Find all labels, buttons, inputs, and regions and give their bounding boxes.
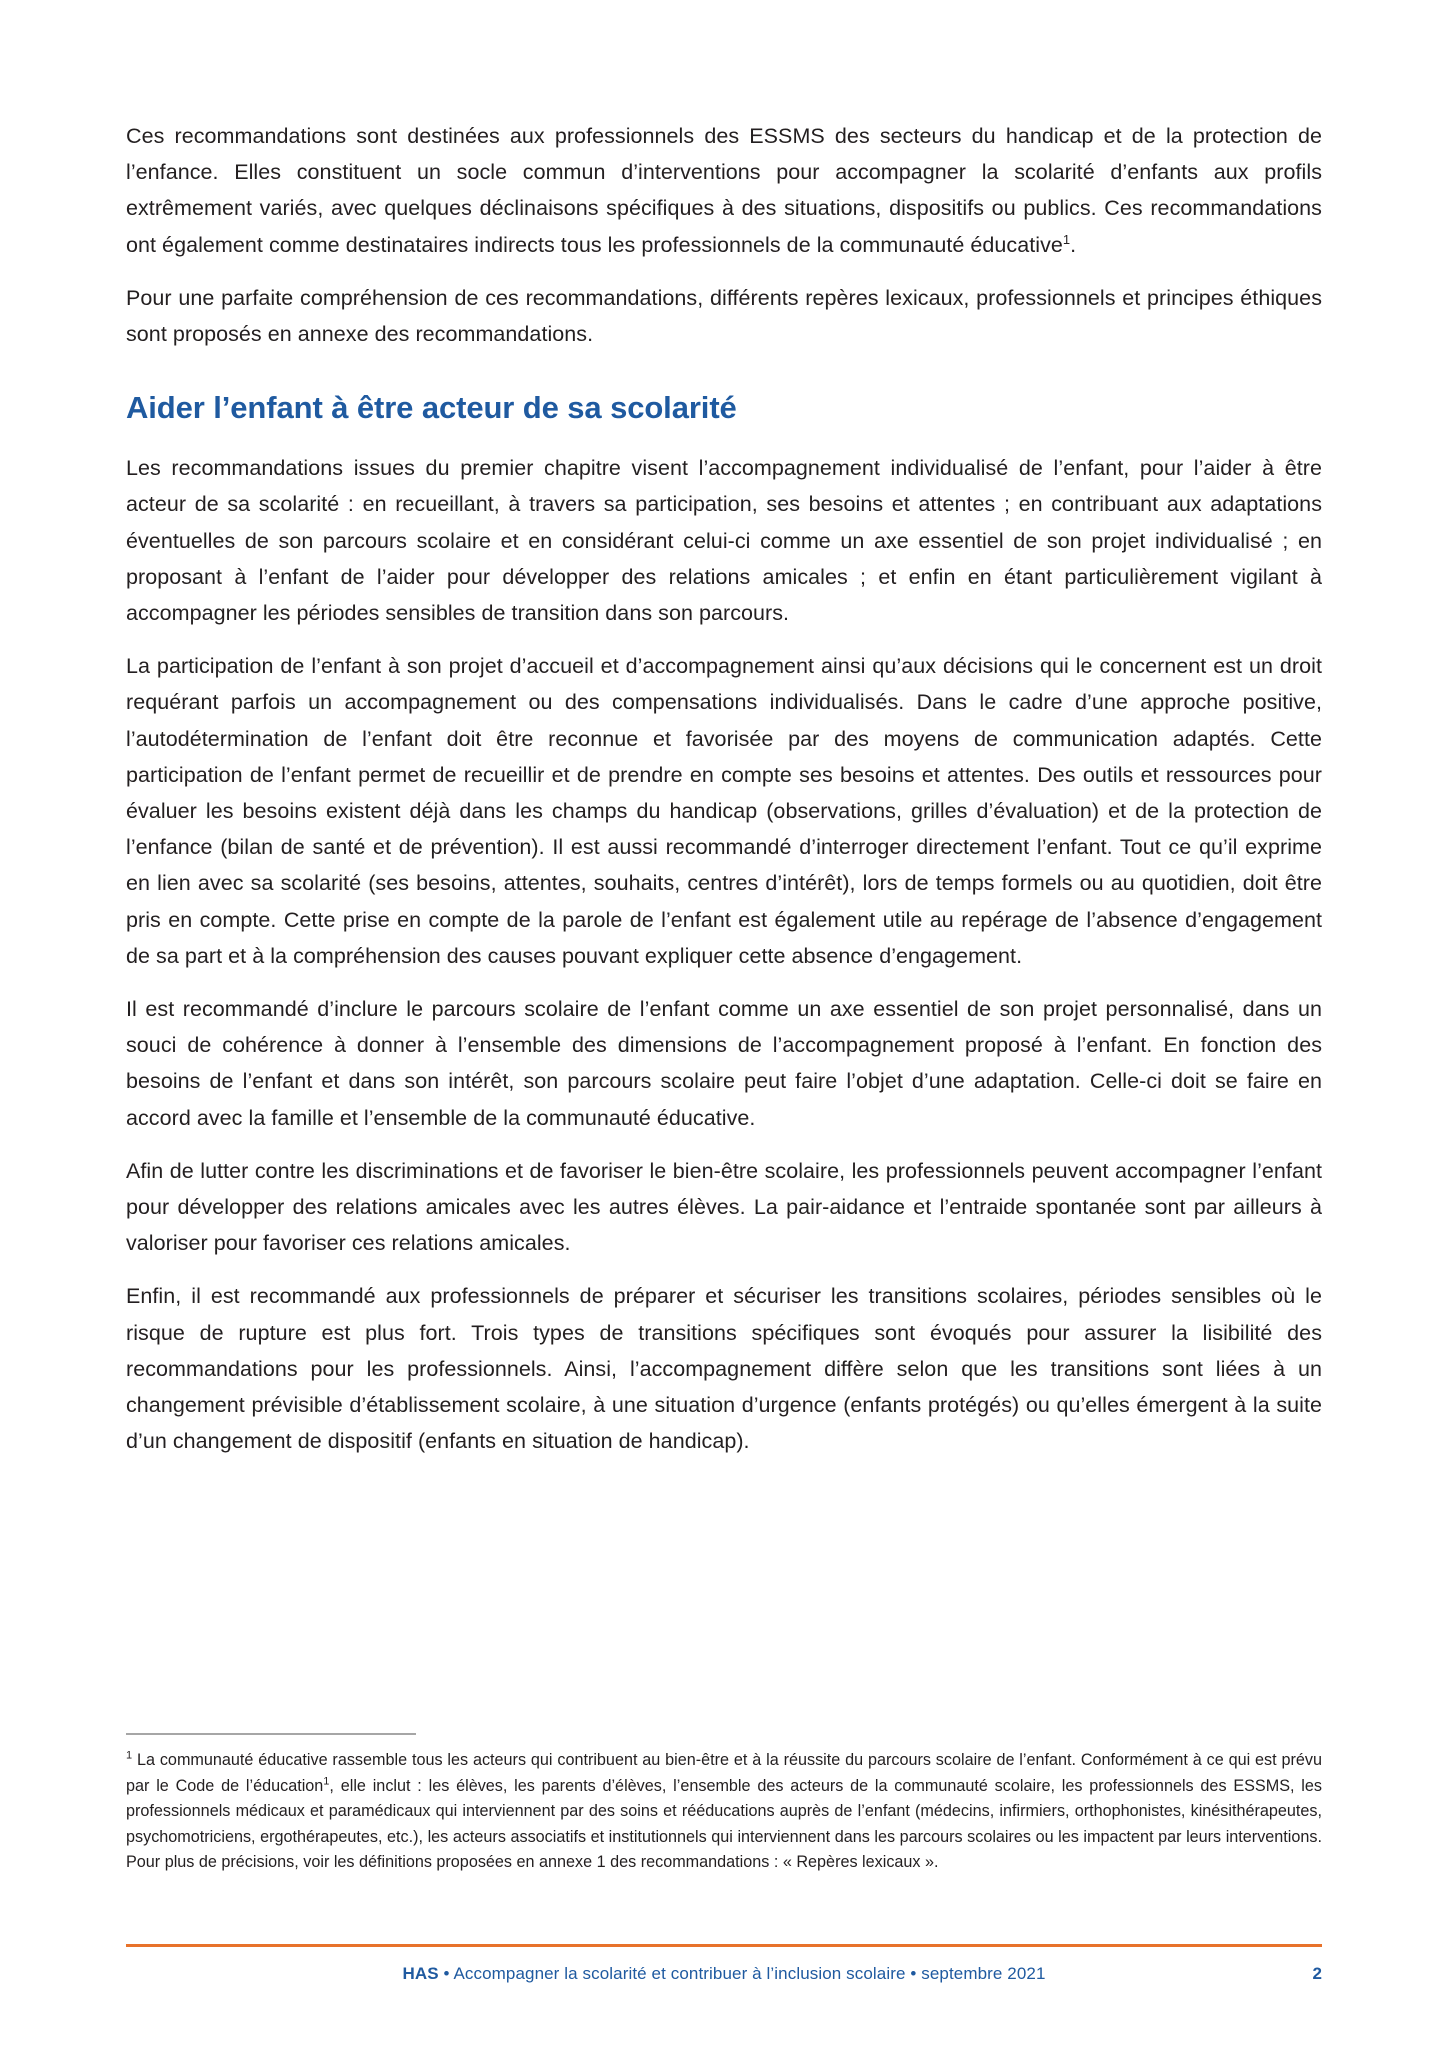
- section-paragraph-1: Les recommandations issues du premier chapitre visent l’accompagnement individualisé de l’enfant, pour l’aider à être acteur de sa scolarité : en recueillant, à travers sa participation, ses besoins et attentes ; en contribuant aux adaptations éventuelles de son parcours scolaire et en considérant celui-ci comme un axe essentiel de son projet individualisé ; en proposant à l’enfant de l’aider pour développer des relations amicales ; et enfin en étant particulièrement vigilant à accompagner les périodes sensibles de transition dans son parcours.: [126, 456, 1322, 626]
- section-paragraph-2: La participation de l’enfant à son projet d’accueil et d’accompagnement ainsi qu’aux décisions qui le concernent est un droit requérant parfois un accompagnement ou des compensations individualisés. Dans le cadre d’une approche positive, l’autodétermination de l’enfant doit être reconnue et favorisée par des moyens de communication adaptés. Cette participation de l’enfant permet de recueillir et de prendre en compte ses besoins et attentes. Des outils et ressources pour évaluer les besoins existent déjà dans les champs du handicap (observations, grilles d’évaluation) et de la protection de l’enfance (bilan de santé et de prévention). Il est aussi recommandé d’interroger directement l’enfant. Tout ce qu’il exprime en lien avec sa scolarité (ses besoins, attentes, souhaits, centres d’intérêt), lors de temps formels ou au quotidien, doit être pris en compte. Cette prise en compte de la parole de l’enfant est également utile au repérage de l’absence d’engagement de sa part et à la compréhension des causes pouvant expliquer cette absence d’engagement.: [126, 654, 1322, 968]
- footer-separator-1: •: [438, 1964, 454, 1983]
- footnote-text-part-1: La communauté éducative rassemble tous les acteurs qui contribuent au bien-être et à la réussite du parcours scolaire de l’enfant. Conformément à ce qui est prévu par le Code de l’éducation: [126, 1751, 1322, 1795]
- footnote-1: [126, 1748, 1322, 1876]
- footnote-text-part-2: , elle inclut : les élèves, les parents d’élèves, l’ensemble des acteurs de la communauté scolaire, les professionnels des ESSMS, les professionnels médicaux et paramédicaux qui interviennent par des soins et rééducations auprès de l’enfant (médecins, infirmiers, orthophonistes, kinésithérapeutes, psychomotriciens, ergothérapeutes, etc.), les acteurs associatifs et institutionnels qui interviennent dans les parcours scolaires ou les impactent par leurs interventions. Pour plus de précisions, voir les définitions proposées en annexe 1 des recommandations : « Repères lexicaux ».: [126, 1776, 1322, 1872]
- footnote-block: [126, 1733, 1322, 1876]
- footnote-reference-marker[interactable]: 1: [1062, 231, 1071, 247]
- footer-title: Accompagner la scolarité et contribuer à l’inclusion scolaire: [453, 1964, 906, 1983]
- section-paragraph-3: Il est recommandé d’inclure le parcours scolaire de l’enfant comme un axe essentiel de son projet personnalisé, dans un souci de cohérence à donner à l’ensemble des dimensions de l’accompagnement proposé à l’enfant. En fonction des besoins de l’enfant et dans son intérêt, son parcours scolaire peut faire l’objet d’une adaptation. Celle-ci doit se faire en accord avec la famille et l’ensemble de la communauté éducative.: [126, 997, 1322, 1130]
- footnote-number: 1: [126, 1749, 133, 1762]
- section-heading: Aider l’enfant à être acteur de sa scolarité: [126, 390, 737, 426]
- intro-paragraph-1-text: Ces recommandations sont destinées aux professionnels des ESSMS des secteurs du handicap et de la protection de l’enfance. Elles constituent un socle commun d’interventions pour accompagner la scolarité d’enfants aux profils extrêmement variés, avec quelques déclinaisons spécifiques à des situations, dispositifs ou publics. Ces recommandations ont également comme destinataires indirects tous les professionnels de la communauté éducative: [126, 124, 1322, 257]
- section-paragraph-5: Enfin, il est recommandé aux professionnels de préparer et sécuriser les transitions scolaires, périodes sensibles où le risque de rupture est plus fort. Trois types de transitions spécifiques sont évoqués pour assurer la lisibilité des recommandations pour les professionnels. Ainsi, l’accompagnement diffère selon que les transitions sont liées à un changement prévisible d’établissement scolaire, à une situation d’urgence (enfants protégés) ou qu’elles émergent à la suite d’un changement de dispositif (enfants en situation de handicap).: [126, 1284, 1322, 1454]
- section-paragraph-4: Afin de lutter contre les discriminations et de favoriser le bien-être scolaire, les professionnels peuvent accompagner l’enfant pour développer des relations amicales avec les autres élèves. La pair-aidance et l’entraide spontanée sont par ailleurs à valoriser pour favoriser ces relations amicales.: [126, 1158, 1322, 1256]
- page-content: [126, 118, 1322, 1477]
- footer-caption: [402, 1964, 1045, 1984]
- footer-date: septembre 2021: [921, 1964, 1046, 1983]
- footer-accent-rule: [126, 1944, 1322, 1947]
- footnote-separator-rule: [126, 1733, 416, 1735]
- footnote-inner-reference: 1: [323, 1775, 330, 1788]
- footer-separator-2: •: [905, 1964, 922, 1983]
- intro-paragraph-1: [126, 118, 1322, 263]
- footer-center-block: [126, 1964, 1322, 1984]
- page-number: 2: [1312, 1964, 1322, 1983]
- intro-paragraph-2: Pour une parfaite compréhension de ces recommandations, différents repères lexicaux, professionnels et principes éthiques sont proposés en annexe des recommandations.: [126, 285, 1322, 347]
- footer-brand: HAS: [402, 1964, 439, 1983]
- intro-paragraph-1-period: .: [1070, 232, 1077, 257]
